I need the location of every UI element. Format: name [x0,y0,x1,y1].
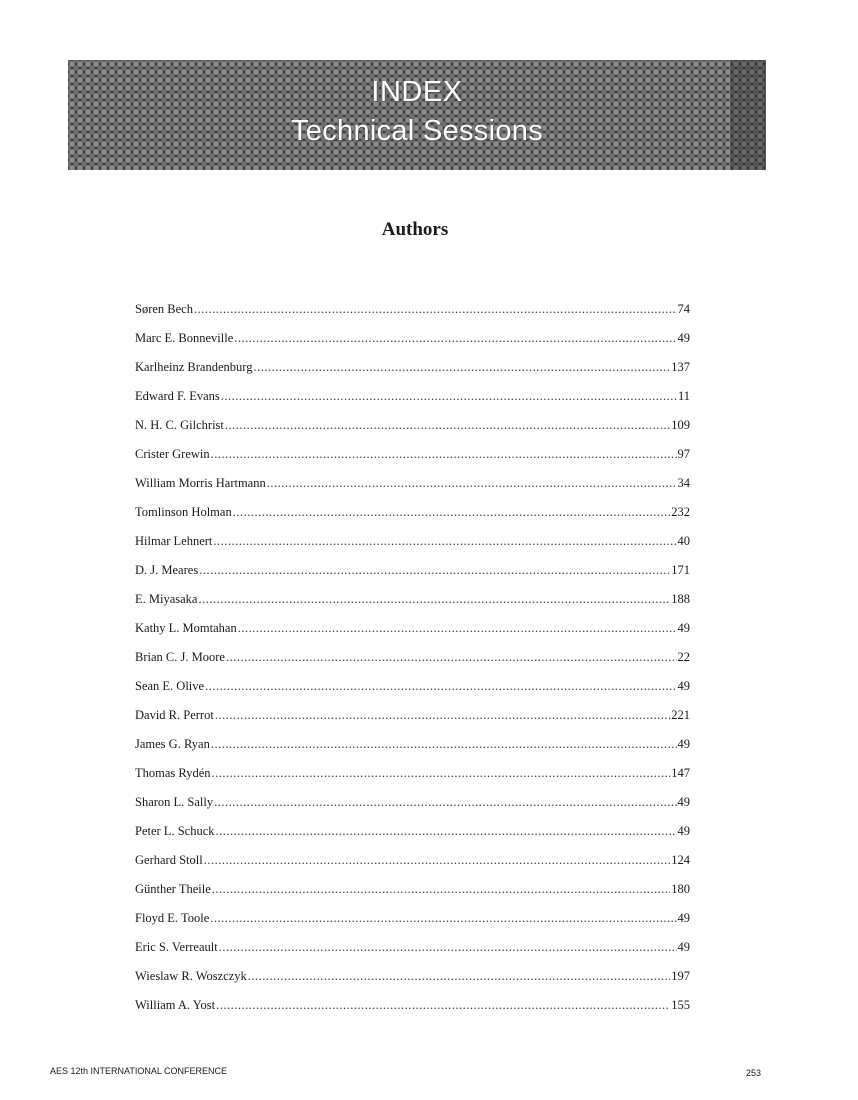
author-entry [135,723,690,752]
dot-leader [233,504,671,520]
author-page-number: 124 [671,853,690,867]
dot-leader [194,301,677,317]
author-page-number: 171 [671,563,690,577]
dot-leader [267,475,677,491]
author-name: Brian C. J. Moore [135,650,225,664]
dot-leader [225,417,670,433]
author-name: Søren Bech [135,302,193,316]
author-name: Peter L. Schuck [135,824,215,838]
author-entry [135,752,690,781]
author-page-number: 188 [671,592,690,606]
author-name: D. J. Meares [135,563,199,577]
author-name: Tomlinson Holman [135,505,232,519]
author-entry [135,491,690,520]
footer-page-number: 253 [746,1068,762,1078]
dot-leader [216,997,670,1013]
author-entry [135,665,690,694]
author-entry [135,549,690,578]
section-heading: Authors [381,219,449,240]
author-name: James G. Ryan [135,737,210,751]
author-entry [135,636,690,665]
dot-leader [212,765,671,781]
banner-title: INDEX [371,76,463,108]
author-page-number: 40 [677,534,690,548]
author-page-number: 221 [671,708,690,722]
author-entry [135,317,690,346]
author-entry [135,955,690,984]
index-banner [68,60,766,170]
author-entry [135,607,690,636]
author-page-number: 180 [671,882,690,896]
author-index-list [135,288,690,1013]
author-name: Marc E. Bonneville [135,331,234,345]
author-page-number: 49 [677,824,690,838]
author-entry [135,781,690,810]
author-entry [135,288,690,317]
author-page-number: 22 [677,650,690,664]
author-entry [135,868,690,897]
author-entry [135,926,690,955]
author-name: Hilmar Lehnert [135,534,213,548]
dot-leader [205,678,676,694]
dot-leader [213,533,676,549]
author-page-number: 49 [677,940,690,954]
author-page-number: 49 [677,795,690,809]
author-page-number: 197 [671,969,690,983]
author-page-number: 232 [671,505,690,519]
author-page-number: 49 [677,737,690,751]
author-entry [135,984,690,1013]
author-entry [135,404,690,433]
author-page-number: 137 [671,360,690,374]
author-name: Gerhard Stoll [135,853,203,867]
dot-leader [238,620,677,636]
dot-leader [216,823,677,839]
dot-leader [211,446,677,462]
author-page-number: 155 [671,998,690,1012]
dot-leader [211,736,677,752]
author-entry [135,462,690,491]
author-name: Crister Grewin [135,447,210,461]
dot-leader [214,794,676,810]
author-page-number: 49 [677,679,690,693]
author-page-number: 147 [671,766,690,780]
dot-leader [221,388,677,404]
author-entry [135,520,690,549]
author-name: Edward F. Evans [135,389,220,403]
author-page-number: 49 [677,331,690,345]
dot-leader [253,359,670,375]
author-name: William Morris Hartmann [135,476,266,490]
author-page-number: 74 [677,302,690,316]
author-name: William A. Yost [135,998,216,1012]
dot-leader [210,910,676,926]
author-name: Sean E. Olive [135,679,205,693]
author-name: David R. Perrot [135,708,214,722]
author-page-number: 49 [677,911,690,925]
author-name: Sharon L. Sally [135,795,214,809]
author-entry [135,346,690,375]
author-page-number: 49 [677,621,690,635]
author-entry [135,375,690,404]
author-entry [135,578,690,607]
author-entry [135,433,690,462]
dot-leader [248,968,670,984]
banner-subtitle: Technical Sessions [290,115,544,147]
dot-leader [204,852,671,868]
dot-leader [212,881,670,897]
author-name: Kathy L. Momtahan [135,621,237,635]
dot-leader [219,939,677,955]
dot-leader [199,562,670,578]
dot-leader [198,591,670,607]
author-page-number: 11 [677,389,690,403]
dot-leader [226,649,677,665]
author-name: Floyd E. Toole [135,911,210,925]
author-entry [135,810,690,839]
author-page-number: 34 [677,476,690,490]
author-name: Karlheinz Brandenburg [135,360,253,374]
author-name: Günther Theile [135,882,211,896]
author-name: Wieslaw R. Woszczyk [135,969,247,983]
author-name: Eric S. Verreault [135,940,218,954]
author-entry [135,897,690,926]
dot-leader [215,707,670,723]
author-page-number: 109 [671,418,690,432]
footer-conference-name: AES 12th INTERNATIONAL CONFERENCE [50,1066,228,1076]
author-name: E. Miyasaka [135,592,198,606]
dot-leader [234,330,676,346]
author-name: Thomas Rydén [135,766,211,780]
author-page-number: 97 [677,447,690,461]
author-entry [135,694,690,723]
author-entry [135,839,690,868]
author-name: N. H. C. Gilchrist [135,418,224,432]
